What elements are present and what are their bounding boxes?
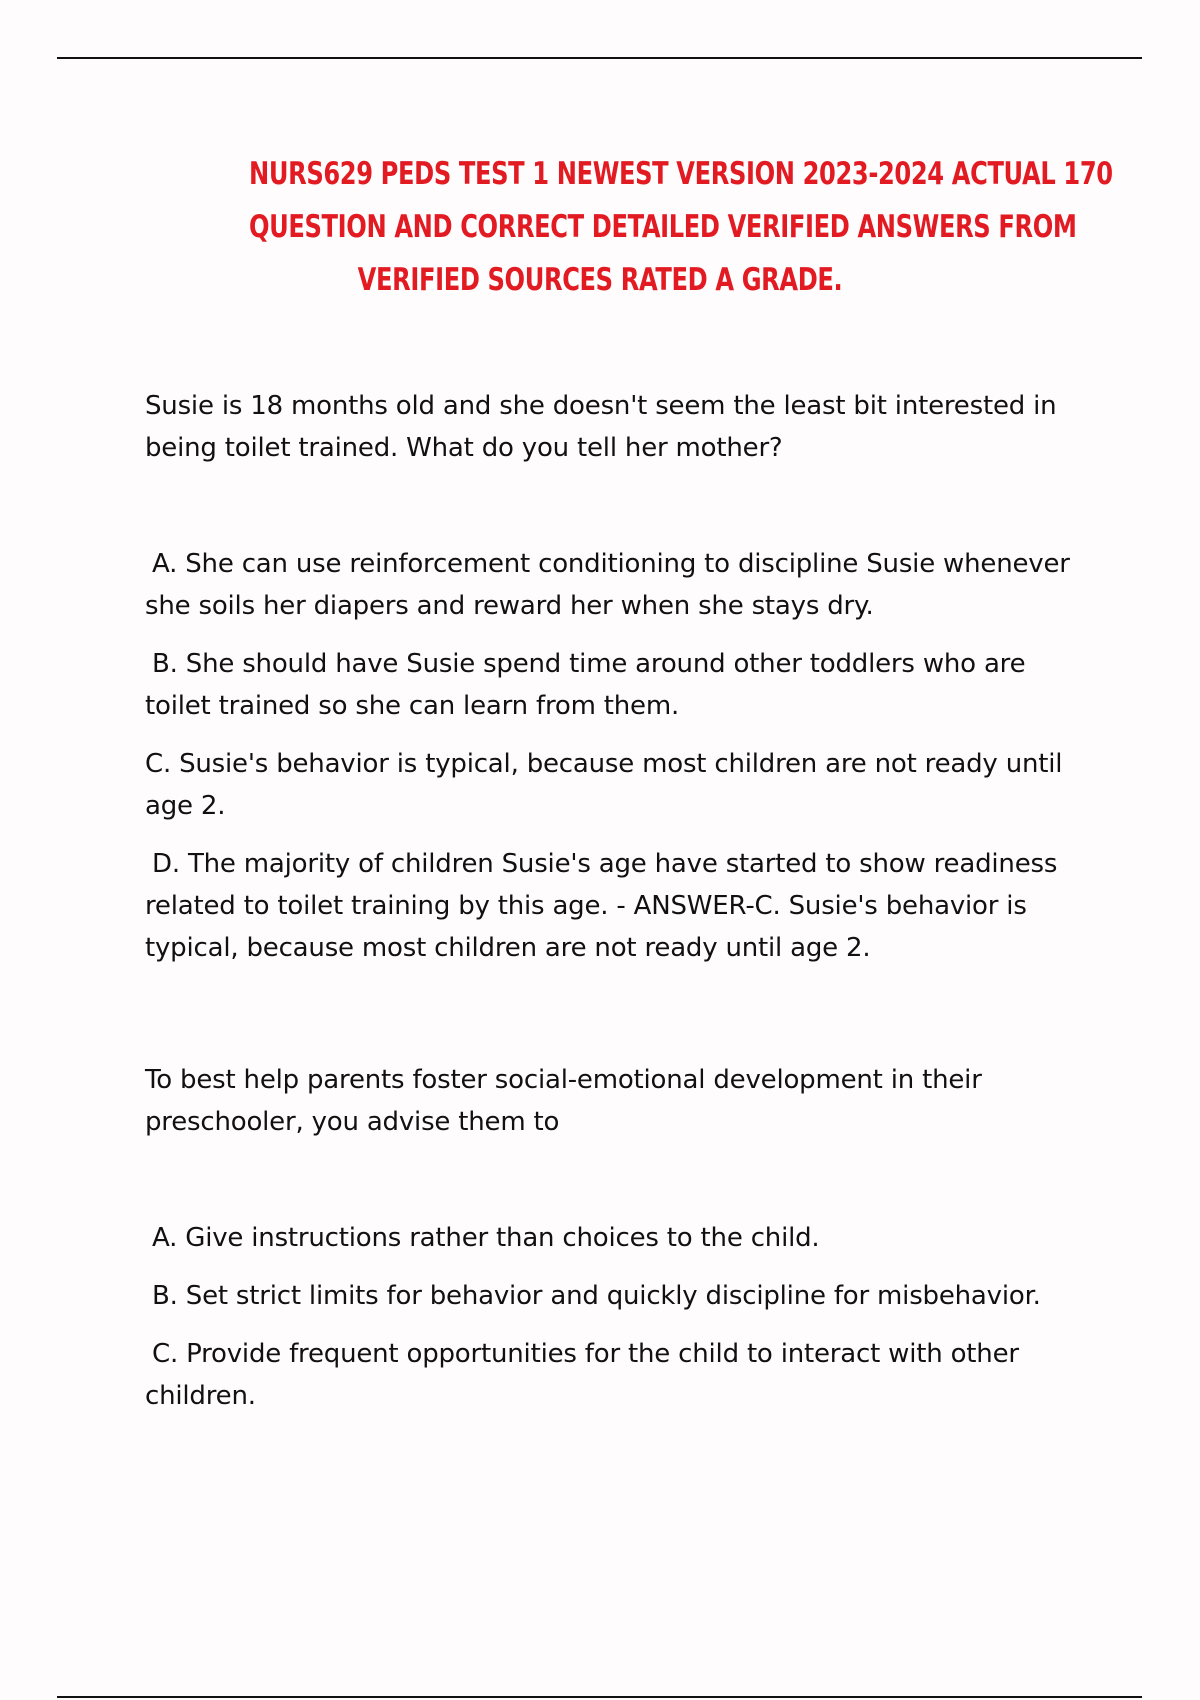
bottom-divider <box>57 1696 1142 1698</box>
answer-option-a: A. Give instructions rather than choices to the child. <box>152 1223 820 1253</box>
answer-option-c: C. Susie's behavior is typical, because most children are not ready until age 2. <box>145 749 1063 821</box>
question-1 <box>145 385 1095 969</box>
top-divider <box>57 57 1142 59</box>
question-2 <box>145 1059 1095 1417</box>
title-line-1: NURS629 PEDS TEST 1 NEWEST VERSION 2023-2024 ACTUAL 170 <box>249 156 1113 192</box>
answer-option-b: B. She should have Susie spend time around other toddlers who are toilet trained so she can learn from them. <box>145 649 1026 721</box>
answer-option-b: B. Set strict limits for behavior and quickly discipline for misbehavior. <box>152 1281 1041 1311</box>
document-title <box>249 148 1113 307</box>
document-body <box>145 385 1095 1433</box>
answer-option-d-with-answer: D. The majority of children Susie's age have started to show readiness related to toilet training by this age. - ANSWER-C. Susie's behavior is typical, because most children are not ready until age 2. <box>145 849 1058 963</box>
answer-option-a: A. She can use reinforcement conditioning to discipline Susie whenever she soils her diapers and reward her when she stays dry. <box>145 549 1070 621</box>
question-stem: To best help parents foster social-emotional development in their preschooler, you advise them to <box>145 1065 982 1137</box>
answer-option-c: C. Provide frequent opportunities for the child to interact with other children. <box>145 1339 1019 1411</box>
title-line-2: QUESTION AND CORRECT DETAILED VERIFIED ANSWERS FROM <box>249 209 1077 245</box>
title-line-3: VERIFIED SOURCES RATED A GRADE. <box>357 262 843 298</box>
question-stem: Susie is 18 months old and she doesn't seem the least bit interested in being toilet trained. What do you tell her mother? <box>145 391 1057 463</box>
